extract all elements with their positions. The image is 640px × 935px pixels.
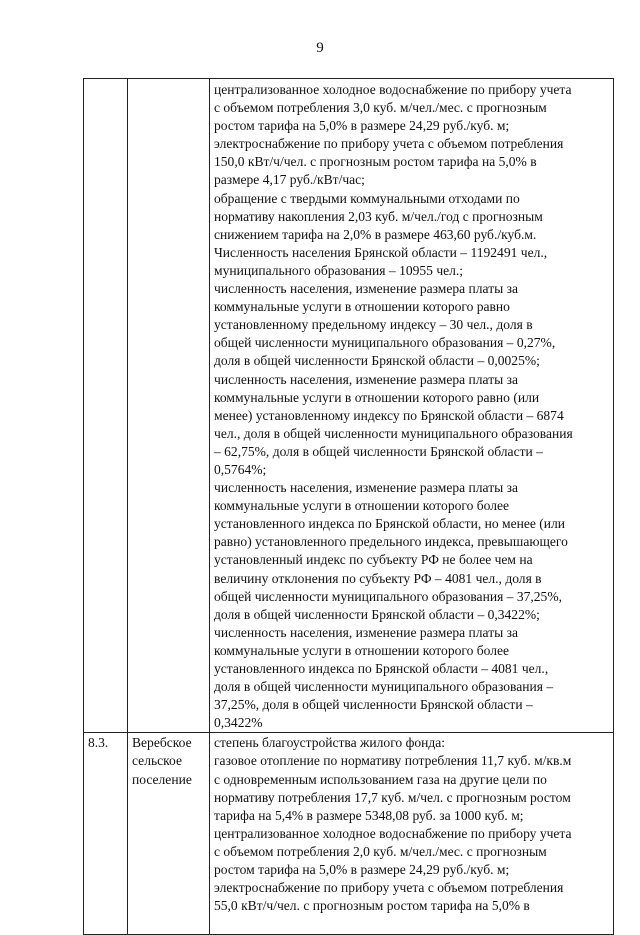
text-line: коммунальные услуги в отношении которого более <box>214 498 510 514</box>
text-line: снижением тарифа на 2,0% в размере 463,60 руб./куб.м. <box>214 226 537 242</box>
text-line: нормативу накопления 2,03 куб. м/чел./год с прогнозным <box>214 208 543 224</box>
table-row <box>84 79 614 733</box>
text-line: централизованное холодное водоснабжение по прибору учета <box>214 82 572 97</box>
text-line: чел., доля в общей численности муниципального образования <box>214 425 573 441</box>
description-text <box>214 81 610 732</box>
text-line: 0,3422% <box>214 715 263 731</box>
text-line: 150,0 кВт/ч/чел. с прогнозным ростом тарифа на 5,0% в <box>214 154 537 170</box>
text-line: установленный индекс по субъекту РФ не более чем на <box>214 552 533 568</box>
text-line: муниципального образования – 10955 чел.; <box>214 262 464 278</box>
description-cell <box>210 79 614 733</box>
text-line: доля в общей численности Брянской области – 0,0025%; <box>214 353 540 369</box>
page-number: 9 <box>316 40 324 56</box>
text-line: газовое отопление по нормативу потребления 11,7 куб. м/кв.м <box>214 753 572 769</box>
text-line: коммунальные услуги в отношении которого более <box>214 642 510 658</box>
text-line: Численность населения Брянской области – 1192491 чел., <box>214 244 548 260</box>
text-line: установленного индекса по Брянской области, но менее (или <box>214 516 566 532</box>
text-line: общей численности муниципального образования – 0,27%, <box>214 335 556 351</box>
text-line: с объемом потребления 3,0 куб. м/чел./мес. с прогнозным <box>214 100 547 116</box>
text-line: 0,5764%; <box>214 461 267 477</box>
text-line: ростом тарифа на 5,0% в размере 24,29 руб./куб. м; <box>214 862 510 878</box>
text-line: доля в общей численности Брянской области – 0,3422%; <box>214 606 540 622</box>
text-line: – 62,75%, доля в общей численности Брянской области – <box>214 443 543 459</box>
settlement-name-line: поселение <box>132 771 192 787</box>
text-line: установленному предельному индексу – 30 чел., доля в <box>214 317 533 333</box>
text-line: менее) установленному индексу по Брянской области – 6874 <box>214 407 564 423</box>
text-line: нормативу потребления 17,7 куб. м/чел. с прогнозным ростом <box>214 789 571 805</box>
text-line: степень благоустройства жилого фонда: <box>214 735 446 751</box>
text-line: равно) установленного предельного индекса, превышающего <box>214 534 568 550</box>
text-line: установленного индекса по Брянской области – 4081 чел., <box>214 661 549 676</box>
text-line: электроснабжение по прибору учета с объемом потребления <box>214 136 564 152</box>
description-text <box>214 734 610 915</box>
settlement-name-line: сельское <box>132 753 182 769</box>
text-line: с одновременным использованием газа на другие цели по <box>214 771 547 787</box>
text-line: 55,0 кВт/ч/чел. с прогнозным ростом тарифа на 5,0% в <box>214 898 530 914</box>
settlement-name-cell <box>128 79 210 733</box>
text-line: ростом тарифа на 5,0% в размере 24,29 руб./куб. м; <box>214 118 510 134</box>
row-number-cell <box>84 79 128 733</box>
text-line: размере 4,17 руб./кВт/час; <box>214 172 365 188</box>
settlement-name <box>132 734 206 788</box>
text-line: численность населения, изменение размера платы за <box>214 371 518 387</box>
row-number-cell: 8.3. <box>84 733 128 935</box>
document-table <box>83 78 614 935</box>
text-line: централизованное холодное водоснабжение по прибору учета <box>214 825 572 841</box>
text-line: тарифа на 5,4% в размере 5348,08 руб. за 1000 куб. м; <box>214 807 524 823</box>
text-line: 37,25%, доля в общей численности Брянской области – <box>214 697 533 713</box>
text-line: коммунальные услуги в отношении которого равно (или <box>214 389 540 405</box>
text-line: доля в общей численности муниципального образования – <box>214 679 554 695</box>
text-line: численность населения, изменение размера платы за <box>214 480 518 496</box>
text-line: обращение с твердыми коммунальными отходами по <box>214 190 520 206</box>
text-line: численность населения, изменение размера платы за <box>214 624 518 640</box>
text-line: общей численности муниципального образования – 37,25%, <box>214 588 562 604</box>
text-line: величину отклонения по субъекту РФ – 4081 чел., доля в <box>214 570 542 586</box>
text-line: с объемом потребления 2,0 куб. м/чел./мес. с прогнозным <box>214 843 547 859</box>
text-line: коммунальные услуги в отношении которого равно <box>214 299 510 315</box>
text-line: численность населения, изменение размера платы за <box>214 281 518 297</box>
text-line: электроснабжение по прибору учета с объемом потребления <box>214 880 564 896</box>
settlement-name-line: Веребское <box>132 735 192 751</box>
